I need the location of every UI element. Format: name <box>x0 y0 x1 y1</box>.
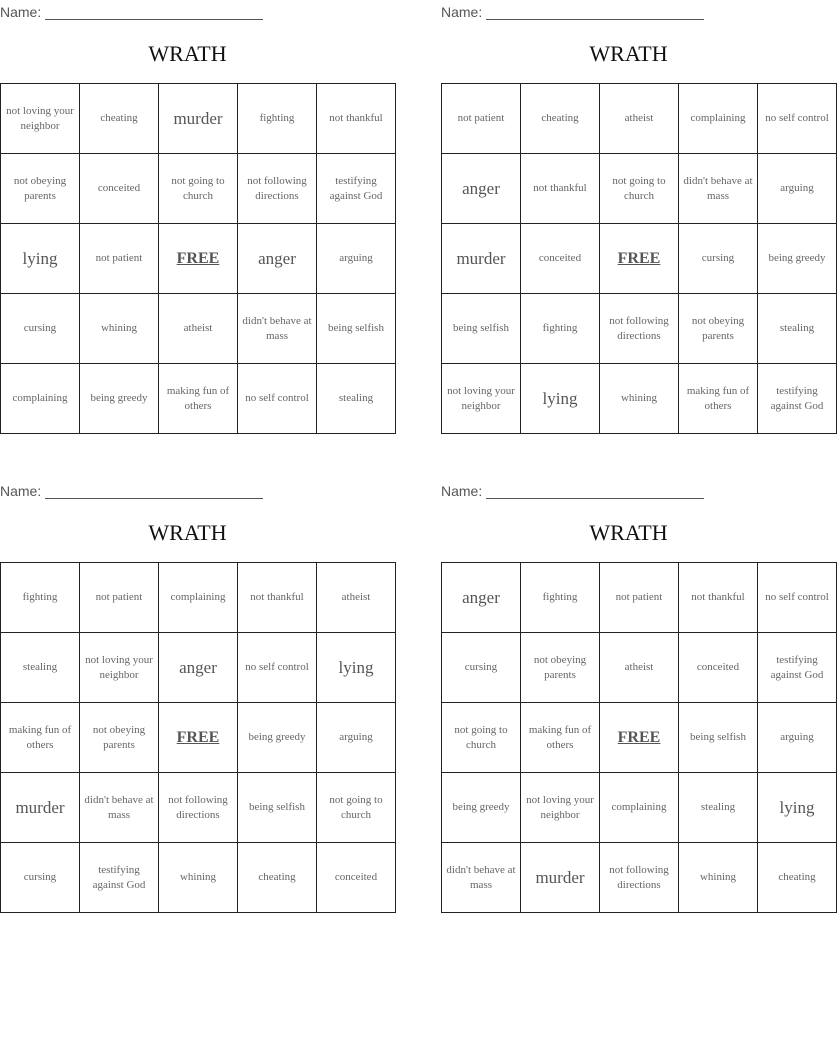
grid-row <box>442 703 837 773</box>
grid-cell: conceited <box>317 843 396 913</box>
card-title: WRATH <box>148 520 227 545</box>
name-underline <box>486 484 704 499</box>
grid-cell: atheist <box>317 563 396 633</box>
grid-cell: not going to church <box>442 703 521 773</box>
grid-cell: not following directions <box>238 154 317 224</box>
grid-row <box>442 154 837 224</box>
grid-cell: arguing <box>758 703 837 773</box>
grid-cell: murder <box>1 773 80 843</box>
grid-row <box>1 563 396 633</box>
grid-cell: cursing <box>1 843 80 913</box>
grid-row <box>1 633 396 703</box>
grid-cell: making fun of others <box>679 364 758 434</box>
grid-cell: not thankful <box>521 154 600 224</box>
grid-cell: no self control <box>238 633 317 703</box>
grid-cell: whining <box>679 843 758 913</box>
grid-cell: lying <box>758 773 837 843</box>
grid-cell: no self control <box>758 563 837 633</box>
name-underline <box>45 5 263 20</box>
grid-row <box>442 843 837 913</box>
grid-cell: being greedy <box>80 364 159 434</box>
grid-cell: not loving your neighbor <box>442 364 521 434</box>
bingo-grid <box>441 83 837 434</box>
grid-cell: atheist <box>600 84 679 154</box>
grid-cell: no self control <box>238 364 317 434</box>
grid-cell: not patient <box>80 563 159 633</box>
grid-cell: not obeying parents <box>1 154 80 224</box>
bingo-grid <box>441 562 837 913</box>
grid-cell: cursing <box>1 294 80 364</box>
grid-cell: whining <box>159 843 238 913</box>
grid-row <box>442 773 837 843</box>
grid-cell: not going to church <box>317 773 396 843</box>
grid-cell: didn't behave at mass <box>442 843 521 913</box>
grid-cell: stealing <box>758 294 837 364</box>
grid-row <box>442 563 837 633</box>
grid-cell: not patient <box>600 563 679 633</box>
grid-cell: fighting <box>521 294 600 364</box>
grid-cell: not thankful <box>679 563 758 633</box>
grid-cell: being selfish <box>238 773 317 843</box>
grid-row <box>1 703 396 773</box>
name-underline <box>486 5 704 20</box>
grid-cell: atheist <box>159 294 238 364</box>
grid-cell: stealing <box>679 773 758 843</box>
grid-cell: being greedy <box>238 703 317 773</box>
grid-cell: conceited <box>521 224 600 294</box>
grid-cell: being greedy <box>758 224 837 294</box>
grid-row <box>1 294 396 364</box>
grid-cell: arguing <box>317 224 396 294</box>
grid-cell: arguing <box>758 154 837 224</box>
name-field <box>0 481 263 499</box>
bingo-grid <box>0 562 396 913</box>
grid-cell: not obeying parents <box>80 703 159 773</box>
grid-cell: anger <box>442 563 521 633</box>
name-label: Name: <box>441 4 483 20</box>
grid-cell: testifying against God <box>80 843 159 913</box>
grid-cell: making fun of others <box>1 703 80 773</box>
grid-cell: being selfish <box>442 294 521 364</box>
grid-cell: lying <box>1 224 80 294</box>
grid-cell: lying <box>317 633 396 703</box>
grid-cell: didn't behave at mass <box>679 154 758 224</box>
name-label: Name: <box>441 483 483 499</box>
grid-cell: murder <box>442 224 521 294</box>
grid-cell: atheist <box>600 633 679 703</box>
free-cell: FREE <box>159 224 238 294</box>
grid-cell: not thankful <box>317 84 396 154</box>
grid-cell: cursing <box>442 633 521 703</box>
grid-row <box>442 84 837 154</box>
name-label: Name: <box>0 483 42 499</box>
grid-row <box>1 84 396 154</box>
grid-cell: not loving your neighbor <box>80 633 159 703</box>
free-cell: FREE <box>159 703 238 773</box>
grid-cell: cheating <box>238 843 317 913</box>
grid-row <box>1 364 396 434</box>
grid-cell: arguing <box>317 703 396 773</box>
grid-cell: not following directions <box>159 773 238 843</box>
grid-cell: not obeying parents <box>521 633 600 703</box>
grid-cell: fighting <box>238 84 317 154</box>
grid-row <box>442 294 837 364</box>
name-field <box>0 2 263 20</box>
grid-row <box>442 633 837 703</box>
grid-cell: being selfish <box>679 703 758 773</box>
grid-cell: complaining <box>600 773 679 843</box>
grid-cell: not loving your neighbor <box>521 773 600 843</box>
grid-cell: testifying against God <box>758 364 837 434</box>
grid-cell: anger <box>159 633 238 703</box>
grid-cell: no self control <box>758 84 837 154</box>
grid-cell: cheating <box>758 843 837 913</box>
grid-cell: cheating <box>521 84 600 154</box>
grid-cell: whining <box>600 364 679 434</box>
grid-cell: not thankful <box>238 563 317 633</box>
name-field <box>441 481 704 499</box>
grid-cell: complaining <box>679 84 758 154</box>
grid-cell: didn't behave at mass <box>238 294 317 364</box>
grid-row <box>1 224 396 294</box>
grid-row <box>442 224 837 294</box>
grid-row <box>442 364 837 434</box>
free-cell: FREE <box>600 703 679 773</box>
grid-cell: murder <box>159 84 238 154</box>
grid-cell: anger <box>442 154 521 224</box>
grid-cell: whining <box>80 294 159 364</box>
grid-cell: making fun of others <box>159 364 238 434</box>
grid-cell: not going to church <box>600 154 679 224</box>
grid-cell: stealing <box>317 364 396 434</box>
grid-row <box>1 843 396 913</box>
name-label: Name: <box>0 4 42 20</box>
grid-cell: testifying against God <box>758 633 837 703</box>
grid-cell: testifying against God <box>317 154 396 224</box>
card-title: WRATH <box>148 41 227 66</box>
grid-cell: being selfish <box>317 294 396 364</box>
grid-cell: not going to church <box>159 154 238 224</box>
grid-cell: complaining <box>159 563 238 633</box>
card-title: WRATH <box>589 41 668 66</box>
grid-cell: stealing <box>1 633 80 703</box>
grid-cell: murder <box>521 843 600 913</box>
grid-cell: fighting <box>521 563 600 633</box>
grid-cell: not patient <box>442 84 521 154</box>
grid-cell: anger <box>238 224 317 294</box>
grid-cell: conceited <box>679 633 758 703</box>
name-field <box>441 2 704 20</box>
grid-cell: conceited <box>80 154 159 224</box>
grid-cell: lying <box>521 364 600 434</box>
card-title: WRATH <box>589 520 668 545</box>
grid-cell: cheating <box>80 84 159 154</box>
grid-cell: fighting <box>1 563 80 633</box>
grid-cell: didn't behave at mass <box>80 773 159 843</box>
grid-row <box>1 154 396 224</box>
grid-row <box>1 773 396 843</box>
grid-cell: being greedy <box>442 773 521 843</box>
bingo-grid <box>0 83 396 434</box>
grid-cell: complaining <box>1 364 80 434</box>
grid-cell: not following directions <box>600 294 679 364</box>
grid-cell: not following directions <box>600 843 679 913</box>
name-underline <box>45 484 263 499</box>
grid-cell: making fun of others <box>521 703 600 773</box>
grid-cell: not obeying parents <box>679 294 758 364</box>
grid-cell: not loving your neighbor <box>1 84 80 154</box>
grid-cell: not patient <box>80 224 159 294</box>
free-cell: FREE <box>600 224 679 294</box>
grid-cell: cursing <box>679 224 758 294</box>
